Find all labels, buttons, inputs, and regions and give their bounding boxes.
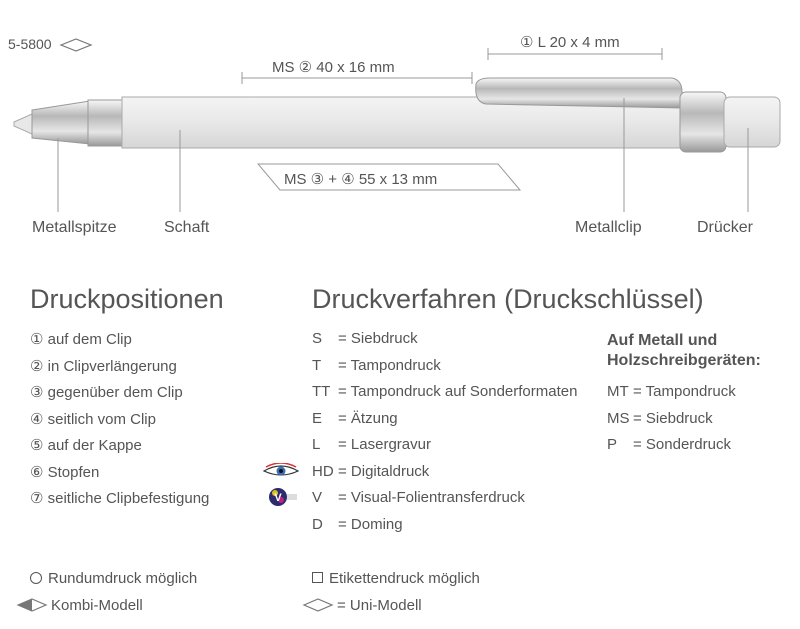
list-item: ⑥ Stopfen	[30, 463, 100, 481]
half-filled-diamond-icon	[16, 598, 48, 612]
pen-illustration	[0, 0, 800, 250]
product-sku: 5-5800	[8, 36, 93, 52]
part-label-clip: Metallclip	[575, 219, 642, 236]
part-label-tip: Metallspitze	[32, 219, 117, 236]
list-item: P = Sonderdruck	[607, 436, 731, 453]
positions-list	[30, 330, 209, 516]
list-item: E = Ätzung	[312, 409, 398, 427]
visual-badge-icon	[268, 485, 298, 509]
metal-list	[607, 383, 736, 463]
list-item: TT = Tampondruck auf Sonderformaten	[312, 383, 578, 400]
list-item: HD = Digitaldruck	[312, 462, 430, 480]
methods-heading: Druckverfahren (Druckschlüssel)	[312, 284, 704, 314]
legend-round-print: Rundumdruck möglich	[30, 570, 197, 587]
metal-heading-line1: Auf Metall und	[607, 332, 718, 349]
dimension-opposite-side: MS ③ + ④ 55 x 13 mm	[284, 171, 438, 188]
list-item: L = Lasergravur	[312, 436, 431, 453]
eye-icon	[262, 463, 300, 479]
list-item: ③ gegenüber dem Clip	[30, 384, 183, 401]
list-item: ② in Clipverlängerung	[30, 357, 177, 375]
list-item: D = Doming	[312, 515, 403, 533]
legend-uni-model: = Uni-Modell	[302, 597, 422, 614]
list-item: T = Tampondruck	[312, 356, 441, 374]
pen-tip	[14, 100, 122, 146]
svg-text:V: V	[274, 492, 282, 504]
list-item: ⑤ auf der Kappe	[30, 437, 142, 454]
list-item: V = Visual-Folientransferdruck	[312, 489, 525, 506]
dimension-clip-extension: MS ② 40 x 16 mm	[272, 59, 395, 76]
dimension-clip: ① L 20 x 4 mm	[520, 34, 620, 51]
legend-label-print: Etikettendruck möglich	[312, 570, 480, 587]
list-item: MT = Tampondruck	[607, 383, 736, 400]
circle-outline-icon	[30, 572, 42, 584]
legend-combi-model: Kombi-Modell	[16, 597, 143, 614]
list-item: MS = Siebdruck	[607, 409, 713, 427]
list-item: ④ seitlich vom Clip	[30, 410, 156, 428]
pen-pusher	[724, 97, 780, 147]
list-item: ⑦ seitliche Clipbefestigung	[30, 490, 210, 507]
part-label-pusher: Drücker	[697, 219, 754, 236]
pen-clip	[476, 78, 682, 108]
list-item: ① auf dem Clip	[30, 331, 132, 348]
list-item: S = Siebdruck	[312, 330, 418, 347]
metal-heading-line2: Holzschreibgeräten:	[607, 352, 761, 369]
part-label-shaft: Schaft	[164, 219, 210, 236]
pen-ring	[680, 92, 726, 152]
positions-heading: Druckpositionen	[30, 284, 224, 314]
box-outline-icon	[312, 572, 323, 583]
diamond-outline-icon	[302, 598, 334, 612]
methods-list	[312, 330, 577, 542]
